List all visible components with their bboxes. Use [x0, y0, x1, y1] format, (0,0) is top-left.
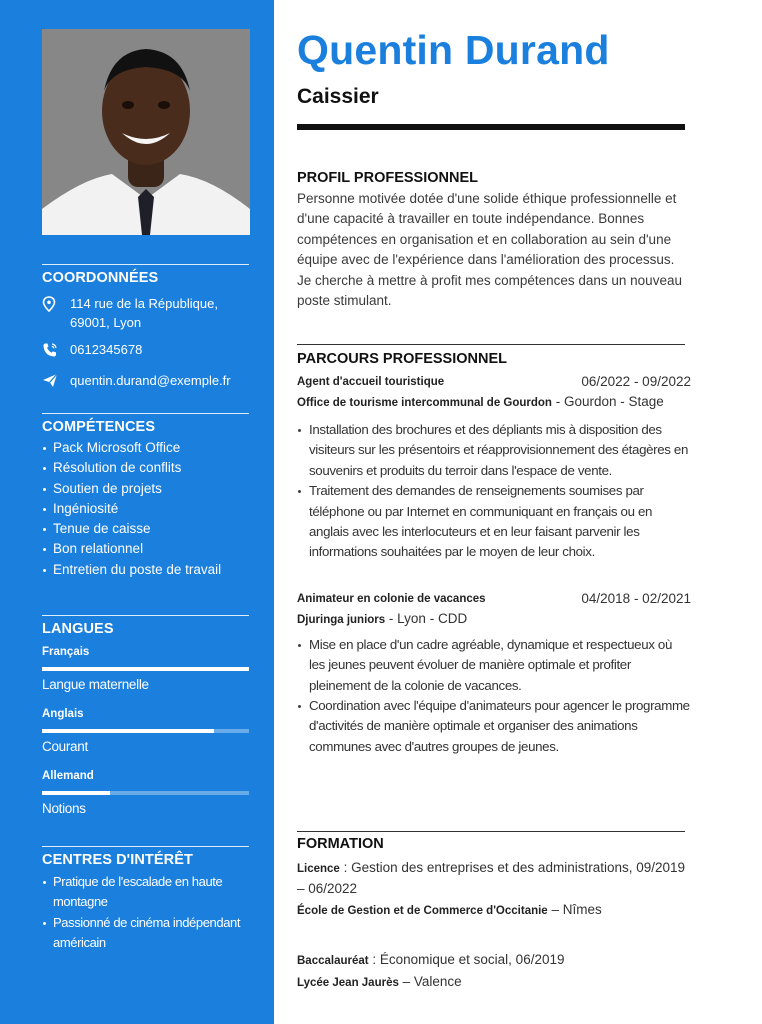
profile-photo — [42, 29, 250, 235]
location-pin-icon — [42, 294, 70, 317]
degree-field: : Gestion des entreprises et des administrations, 09/2019 – 06/2022 — [297, 860, 686, 897]
language-level-fill — [42, 667, 249, 671]
skills-list — [42, 438, 249, 580]
job-details: - Lyon - CDD — [385, 610, 468, 626]
job-role: Agent d'accueil touristique — [297, 376, 445, 388]
language-level-fill — [42, 729, 214, 733]
job-header — [297, 376, 691, 389]
language-level-bar — [42, 729, 249, 733]
degree-name: Licence — [297, 863, 340, 875]
address-line1: 114 rue de la République, — [70, 296, 218, 311]
school-city: – Nîmes — [547, 901, 602, 917]
contact-section — [42, 264, 249, 393]
divider — [42, 413, 249, 414]
interests-title: CENTRES D'INTÉRÊT — [42, 852, 193, 868]
list-item: Entretien du poste de travail — [42, 560, 249, 580]
list-item: Pack Microsoft Office — [42, 438, 249, 458]
profile-section — [297, 164, 691, 311]
divider — [42, 264, 249, 265]
list-item: Coordination avec l'équipe d'animateurs pour agencer le programme d'activités de manière optimale et organiser des animations communes avec d'autres groupes de jeunes. — [297, 696, 691, 757]
phone-icon — [42, 340, 70, 363]
header-divider — [297, 124, 685, 130]
list-item: Installation des brochures et des dépliants mis à disposition des visiteurs sur les présentoirs et réapprovisionnement des étagères en souvenirs et produits du terroir dans l'espace de vente. — [297, 420, 691, 481]
list-item: Mise en place d'un cadre agréable, dynamique et respectueux où les jeunes peuvent évoluer de manière optimale et profiter pleinement de la colonie de vacances. — [297, 635, 691, 696]
job-header — [297, 590, 691, 606]
education-degree — [297, 950, 691, 971]
job-role: Animateur en colonie de vacances — [297, 592, 486, 605]
languages-title: LANGUES — [42, 621, 114, 637]
job-company: Office de tourisme intercommunal de Gourdon — [297, 397, 552, 409]
list-item: Résolution de conflits — [42, 458, 249, 478]
job-dates: 04/2018 - 02/2021 — [581, 590, 691, 606]
candidate-name: Quentin Durand — [297, 27, 610, 73]
list-item: Ingéniosité — [42, 499, 249, 519]
contact-title: COORDONNÉES — [42, 270, 159, 286]
experience-title: PARCOURS PROFESSIONNEL — [297, 351, 508, 367]
job-company-line — [297, 609, 691, 630]
profile-title: PROFIL PROFESSIONNEL — [297, 170, 479, 186]
list-item: Pratique de l'escalade en haute montagne — [42, 872, 249, 913]
interests-section — [42, 846, 249, 953]
job-title: Caissier — [297, 85, 379, 108]
email-row — [42, 371, 249, 393]
sidebar — [0, 0, 274, 1024]
job-bullets — [297, 420, 691, 563]
interests-list — [42, 872, 249, 953]
experience-section — [297, 344, 691, 757]
degree-name: Baccalauréat — [297, 955, 369, 968]
email-address[interactable]: quentin.durand@exemple.fr — [70, 373, 231, 388]
school-name: École de Gestion et de Commerce d'Occitanie — [297, 904, 548, 917]
divider — [297, 831, 685, 832]
education-school — [297, 972, 691, 993]
address-line2: 69001, Lyon — [70, 315, 142, 330]
language-level: Langue maternelle — [42, 677, 149, 692]
education-school — [297, 900, 691, 921]
list-item: Tenue de caisse — [42, 519, 249, 539]
job-company-line — [297, 392, 691, 413]
list-item: Soutien de projets — [42, 479, 249, 499]
language-level: Courant — [42, 739, 88, 754]
language-name: Anglais — [42, 708, 84, 720]
education-section — [297, 831, 691, 993]
divider — [42, 615, 249, 616]
language-level-fill — [42, 791, 110, 795]
education-title: FORMATION — [297, 836, 384, 852]
job-dates: 06/2022 - 09/2022 — [581, 374, 691, 389]
language-level-bar — [42, 667, 249, 671]
send-icon — [42, 371, 70, 393]
phone-row — [42, 340, 249, 363]
address-text — [70, 294, 218, 332]
degree-field: : Économique et social, 06/2019 — [368, 952, 565, 968]
language-name: Français — [42, 646, 90, 658]
skills-title: COMPÉTENCES — [42, 419, 156, 435]
school-city: – Valence — [398, 973, 462, 989]
language-level-bar — [42, 791, 249, 795]
list-item: Passionné de cinéma indépendant américain — [42, 913, 249, 954]
languages-section — [42, 615, 249, 816]
education-degree — [297, 858, 691, 900]
language-level: Notions — [42, 801, 86, 816]
profile-text: Personne motivée dotée d'une solide éthique professionnelle et d'une capacité à travailler en toute indépendance. Bonnes compétences en organisation et en collaboration au sein d'une équipe avec de l'expérience dans l'amélioration des processus. Je cherche à mettre à profit mes compétences dans un nouveau poste stimulant. — [297, 191, 682, 309]
job-bullets — [297, 635, 691, 757]
job-company: Djuringa juniors — [297, 613, 386, 626]
skills-section — [42, 413, 249, 580]
address-row — [42, 294, 249, 332]
list-item: Traitement des demandes de renseignements soumises par téléphone ou par Internet en communiquant en français ou en anglais avec les interlocuteurs et en leur faisant parvenir les informations souhaitées par le moyen de leur choix. — [297, 481, 691, 563]
job-details: - Gourdon - Stage — [551, 394, 664, 409]
divider — [297, 344, 685, 345]
divider — [42, 846, 249, 847]
person-portrait-icon — [42, 29, 250, 235]
language-name: Allemand — [42, 770, 94, 782]
list-item: Bon relationnel — [42, 539, 249, 559]
phone-number[interactable]: 0612345678 — [70, 342, 143, 357]
school-name: Lycée Jean Jaurès — [297, 976, 399, 989]
